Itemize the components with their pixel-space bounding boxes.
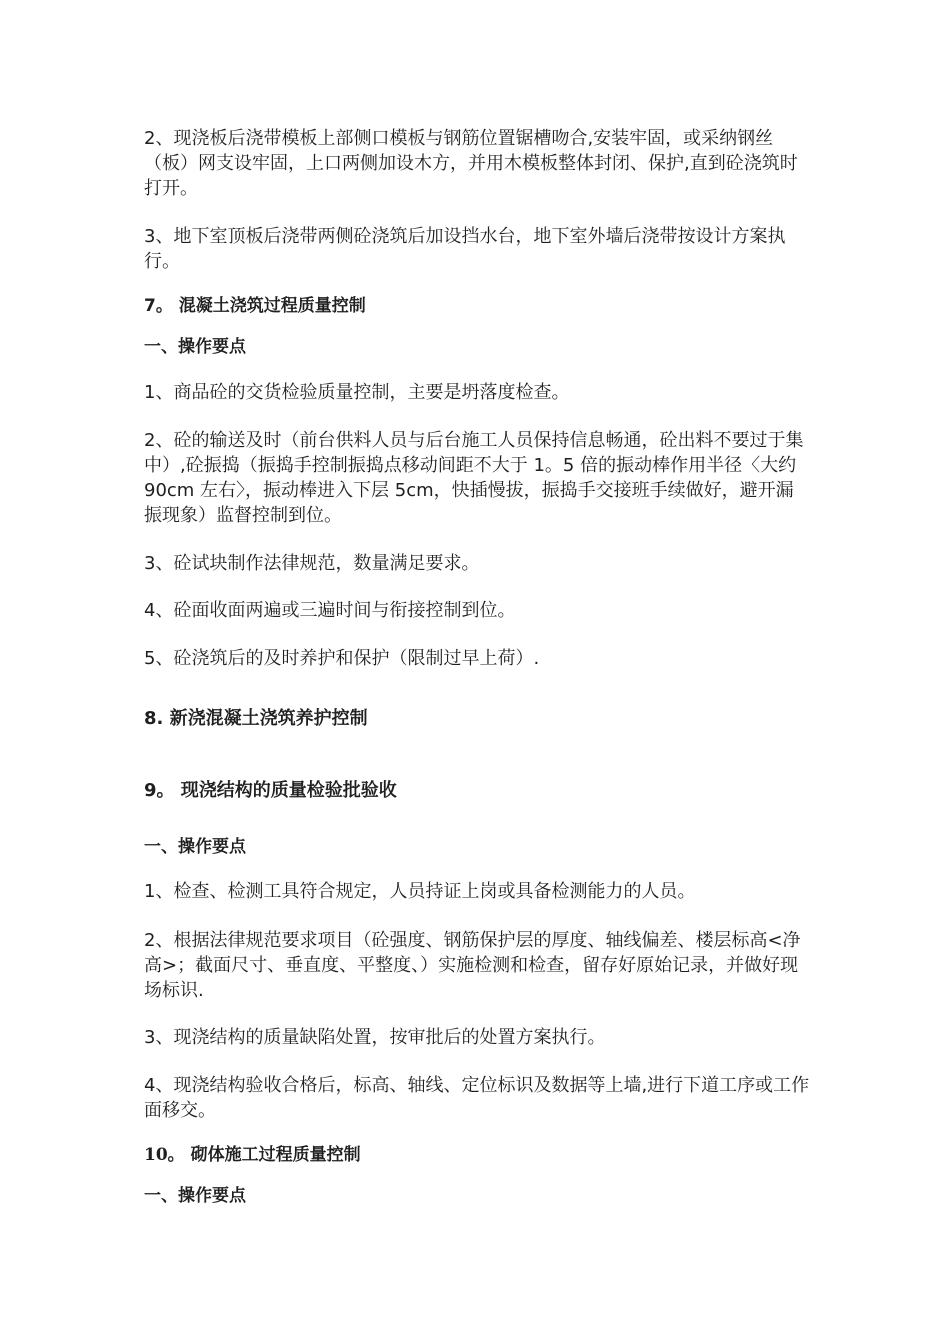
paragraph-defect-handling: 3、现浇结构的质量缺陷处置，按审批后的处置方案执行。 xyxy=(144,1027,606,1048)
paragraph-concrete-delivery-vibration: 2、砼的输送及时（前台供料人员与后台施工人员保持信息畅通，砼出料不要过于集中）,砼振捣（振捣手控制振捣点移动间距不大于 1。5 倍的振动棒作用半径〈大约 90cm 左右〉，振动棒进入下层 5cm，快插慢拔，振捣手交接班手续做好，避开漏振现象）监督控制到位。 xyxy=(144,430,804,526)
paragraph-post-pour-strip-formwork: 2、现浇板后浇带模板上部侧口模板与钢筋位置锯槽吻合,安装牢固，或采纳钢丝（板）网支设牢固，上口两侧加设木方，并用木模板整体封闭、保护,直到砼浇筑时打开。 xyxy=(144,128,798,199)
subheading-operation-points: 一、操作要点 xyxy=(144,1186,246,1206)
paragraph-slump-check: 1、商品砼的交货检验质量控制，主要是坍落度检查。 xyxy=(144,382,570,403)
subheading-operation-points: 一、操作要点 xyxy=(144,837,246,857)
paragraph-inspection-tools: 1、检查、检测工具符合规定，人员持证上岗或具备检测能力的人员。 xyxy=(144,881,696,902)
paragraph-inspection-items: 2、根据法律规范要求项目（砼强度、钢筋保护层的厚度、轴线偏差、楼层标高<净高>；截面尺寸、垂直度、平整度、）实施检测和检查，留存好原始记录，并做好现场标识. xyxy=(144,930,801,1001)
section-heading-9: 9。 现浇结构的质量检验批验收 xyxy=(144,780,397,801)
paragraph-acceptance-handover: 4、现浇结构验收合格后，标高、轴线、定位标识及数据等上墙,进行下道工序或工作面移交。 xyxy=(144,1075,810,1121)
paragraph-test-blocks: 3、砼试块制作法律规范，数量满足要求。 xyxy=(144,553,480,574)
section-heading-8: 8. 新浇混凝土浇筑养护控制 xyxy=(144,708,368,729)
paragraph-surface-finishing: 4、砼面收面两遍或三遍时间与衔接控制到位。 xyxy=(144,600,516,621)
subheading-operation-points: 一、操作要点 xyxy=(144,337,246,357)
paragraph-basement-water-stop: 3、地下室顶板后浇带两侧砼浇筑后加设挡水台，地下室外墙后浇带按设计方案执行。 xyxy=(144,226,786,272)
paragraph-curing-protection: 5、砼浇筑后的及时养护和保护（限制过早上荷）. xyxy=(144,648,540,669)
section-heading-10: 10。 砌体施工过程质量控制 xyxy=(144,1145,361,1165)
section-heading-7: 7。 混凝土浇筑过程质量控制 xyxy=(144,296,366,316)
